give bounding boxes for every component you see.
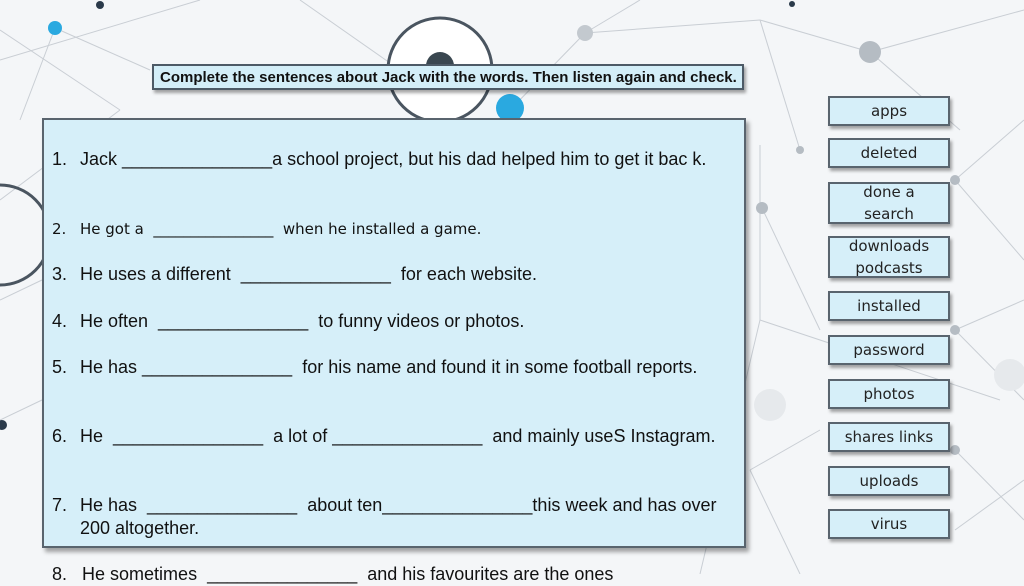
sentence-text: He _______________ a lot of _______________ and mainly useS Instagram. (80, 426, 716, 446)
word-card-deleted[interactable] (828, 138, 950, 168)
word-label: password (853, 341, 925, 359)
word-label: photos (863, 385, 915, 403)
word-card-done-a-search[interactable] (828, 182, 950, 224)
sentence-number: 6. (52, 426, 68, 446)
word-label: downloads podcasts (848, 237, 930, 277)
sentences-panel (42, 118, 746, 548)
word-card-installed[interactable] (828, 291, 950, 321)
sentence-number: 4. (52, 311, 68, 331)
instruction-text: Complete the sentences about Jack with the words. Then listen again and check. (160, 69, 737, 86)
word-label: deleted (860, 144, 918, 162)
sentence-text: He sometimes _______________ and his favourites are the ones (82, 564, 614, 584)
sentence-number: 2. (52, 220, 67, 238)
sentence-text: Jack _______________a school project, but his dad helped him to get it bac k. (80, 149, 707, 169)
word-label: uploads (859, 472, 919, 490)
sentence-text: He has _______________ about ten_______________this week and has over 200 altogether. (80, 495, 722, 538)
word-label: installed (857, 297, 921, 315)
sentence-number: 7. (52, 495, 68, 515)
word-card-uploads[interactable] (828, 466, 950, 496)
sentence-number: 8. (52, 564, 68, 584)
sentence-text: He often _______________ to funny videos or photos. (80, 311, 525, 331)
word-label: apps (870, 102, 908, 120)
word-card-downloads-podcasts[interactable] (828, 236, 950, 278)
word-label: shares links (844, 428, 934, 446)
sentence-text: He got a ________________ when he installed a game. (80, 220, 482, 238)
sentence-number: 5. (52, 357, 68, 377)
word-card-virus[interactable] (828, 509, 950, 539)
sentence-2 (52, 218, 742, 241)
sentence-number: 3. (52, 264, 68, 284)
word-card-apps[interactable] (828, 96, 950, 126)
word-label: done a search (863, 183, 915, 223)
sentence-8 (52, 563, 742, 586)
sentence-4 (52, 310, 742, 333)
sentence-text: He has _______________ for his name and found it in some football reports. (80, 357, 698, 377)
sentence-5 (52, 356, 742, 379)
word-card-password[interactable] (828, 335, 950, 365)
word-card-photos[interactable] (828, 379, 950, 409)
sentence-1 (52, 148, 742, 171)
sentence-7 (52, 494, 742, 540)
word-label: virus (870, 515, 908, 533)
sentence-number: 1. (52, 149, 68, 169)
sentence-text: He uses a different _______________ for each website. (80, 264, 537, 284)
sentence-6 (52, 425, 742, 448)
sentence-3 (52, 263, 742, 286)
word-card-shares-links[interactable] (828, 422, 950, 452)
